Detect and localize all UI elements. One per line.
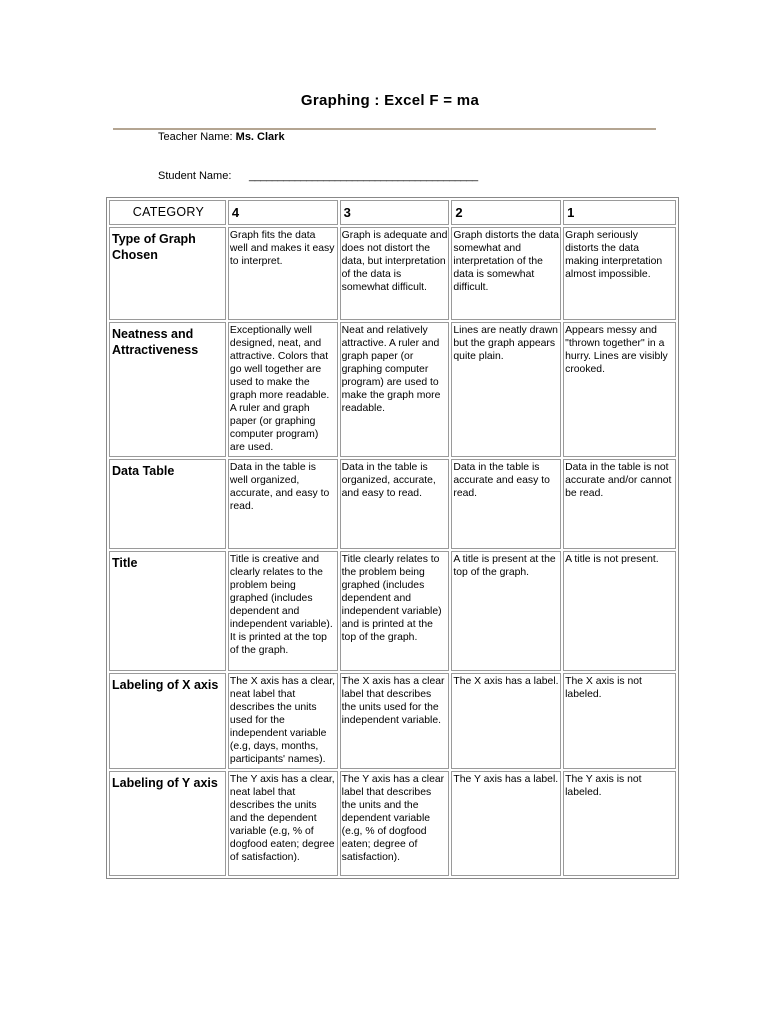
student-name-blank: ________________________________________	[249, 170, 478, 182]
table-cell: Appears messy and "thrown together" in a hurry. Lines are visibly crooked.	[563, 322, 676, 457]
row-category: Labeling of Y axis	[109, 771, 226, 876]
table-cell: The X axis has a clear label that describes the units used for the independent variable.	[340, 673, 450, 769]
row-category: Type of Graph Chosen	[109, 227, 226, 320]
table-cell: Data in the table is accurate and easy to read.	[451, 459, 561, 549]
table-row	[109, 771, 676, 876]
rubric-table	[106, 197, 679, 879]
header-category: CATEGORY	[109, 200, 226, 225]
table-row	[109, 551, 676, 671]
title-divider	[113, 128, 656, 130]
table-cell: Title is creative and clearly relates to the problem being graphed (includes dependent and independent variable). It is printed at the top of the graph.	[228, 551, 338, 671]
table-cell: A title is not present.	[563, 551, 676, 671]
header-row	[109, 200, 676, 225]
table-cell: Graph distorts the data somewhat and interpretation of the data is somewhat difficult.	[451, 227, 561, 320]
student-line	[158, 170, 478, 182]
table-cell: Data in the table is well organized, accurate, and easy to read.	[228, 459, 338, 549]
student-label: Student Name:	[158, 170, 232, 182]
row-category: Title	[109, 551, 226, 671]
table-cell: Data in the table is organized, accurate, and easy to read.	[340, 459, 450, 549]
header-score-3: 3	[340, 200, 450, 225]
table-row	[109, 227, 676, 320]
row-category: Data Table	[109, 459, 226, 549]
table-cell: A title is present at the top of the graph.	[451, 551, 561, 671]
table-row	[109, 673, 676, 769]
row-category: Neatness and Attractiveness	[109, 322, 226, 457]
table-cell: The Y axis is not labeled.	[563, 771, 676, 876]
row-category: Labeling of X axis	[109, 673, 226, 769]
table-cell: The Y axis has a clear, neat label that describes the units and the dependent variable (e.g, % of dogfood eaten; degree of satisfaction).	[228, 771, 338, 876]
table-cell: Lines are neatly drawn but the graph appears quite plain.	[451, 322, 561, 457]
table-cell: Data in the table is not accurate and/or cannot be read.	[563, 459, 676, 549]
header-score-2: 2	[451, 200, 561, 225]
table-row	[109, 459, 676, 549]
table-cell: Exceptionally well designed, neat, and attractive. Colors that go well together are used to make the graph more readable. A ruler and graph paper (or graphing computer program) are used.	[228, 322, 338, 457]
teacher-name: Ms. Clark	[235, 131, 285, 143]
header-score-1: 1	[563, 200, 676, 225]
table-cell: The Y axis has a label.	[451, 771, 561, 876]
table-row	[109, 322, 676, 457]
table-cell: Graph seriously distorts the data making interpretation almost impossible.	[563, 227, 676, 320]
document-title: Graphing : Excel F = ma	[300, 92, 480, 109]
table-cell: Graph fits the data well and makes it easy to interpret.	[228, 227, 338, 320]
table-cell: Title clearly relates to the problem being graphed (includes dependent and independent variable) and is printed at the top of the graph.	[340, 551, 450, 671]
table-cell: Neat and relatively attractive. A ruler and graph paper (or graphing computer program) are used to make the graph more readable.	[340, 322, 450, 457]
table-cell: The Y axis has a clear label that describes the units and the dependent variable (e.g, % of dogfood eaten; degree of satisfaction).	[340, 771, 450, 876]
table-cell: Graph is adequate and does not distort the data, but interpretation of the data is somewhat difficult.	[340, 227, 450, 320]
table-cell: The X axis is not labeled.	[563, 673, 676, 769]
teacher-label: Teacher Name:	[158, 131, 233, 143]
header-score-4: 4	[228, 200, 338, 225]
table-cell: The X axis has a label.	[451, 673, 561, 769]
teacher-line	[158, 131, 285, 143]
table-cell: The X axis has a clear, neat label that describes the units used for the independent variable (e.g, days, months, participants' names).	[228, 673, 338, 769]
